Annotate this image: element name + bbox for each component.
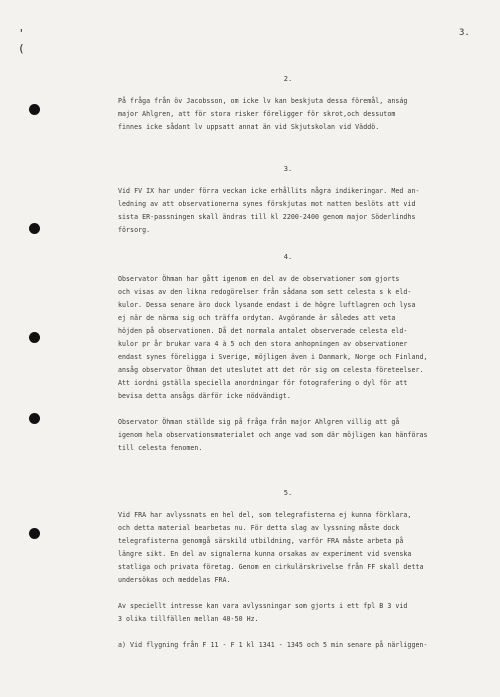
- text-line: 3 olika tillfällen mellan 40-50 Hz.: [118, 615, 259, 623]
- text-line: [118, 626, 490, 639]
- text-line: sista ER-passningen skall ändras till kl 2200-2400 genom major Söderlindhs: [118, 213, 416, 221]
- punch-hole: [29, 332, 40, 343]
- text-line: statliga och privata företag. Genom en cirkulärskrivelse från FF skall detta: [118, 563, 424, 571]
- text-line: bevisa detta ansågs därför icke nödvändigt.: [118, 392, 291, 400]
- text-line: och visas av den likna redogörelser från sådana som sett celesta s k eld-: [118, 288, 412, 296]
- section-number: 2.: [283, 75, 293, 83]
- margin-mark-top: ': [18, 27, 25, 40]
- text-line: ledning av att observationerna synes förskjutas mot natten beslöts att vid: [118, 200, 416, 208]
- text-line: ej när de närma sig och träffa ordytan. Avgörande är således att veta: [118, 314, 396, 322]
- punch-hole: [29, 528, 40, 539]
- text-line: Att iordni gställa speciella anordningar för fotografering o dyl för att: [118, 379, 408, 387]
- text-line: Observator Öhman har gått igenom en del av de observationer som gjorts: [118, 275, 400, 283]
- page-number: 3.: [459, 28, 470, 38]
- text-line: Av speciellt intresse kan vara avlyssningar som gjorts i ett fpl B 3 vid: [118, 602, 408, 610]
- text-line: igenom hela observationsmaterialet och ange vad som där möjligen kan hänföras: [118, 431, 428, 439]
- text-line: Vid FV IX har under förra veckan icke erhållits några indikeringar. Med an-: [118, 187, 420, 195]
- text-line: På fråga från öv Jacobsson, om icke lv kan beskjuta dessa föremål, anság: [118, 97, 408, 105]
- text-line: [118, 587, 490, 600]
- section-4: [118, 251, 490, 455]
- text-line: höjden på observationen. Då det normala antalet observerade celesta eld-: [118, 327, 408, 335]
- text-line: endast synes föreligga i Sverige, möjligen även i Danmark, Norge och Finland,: [118, 353, 428, 361]
- text-line: undersökas och meddelas FRA.: [118, 576, 231, 584]
- section-number: 4.: [283, 253, 293, 261]
- text-line: major Ahlgren, att för stora risker föreligger för skrot,och dessutom: [118, 110, 396, 118]
- text-line: till celesta fenomen.: [118, 444, 203, 452]
- punch-hole: [29, 223, 40, 234]
- text-line: a) Vid flygning från F 11 - F 1 kl 1341 - 1345 och 5 min senare på närliggen-: [118, 641, 428, 649]
- margin-mark-paren: (: [18, 42, 25, 55]
- punch-hole: [29, 413, 40, 424]
- text-line: och detta material bearbetas nu. För detta slag av lyssning måste dock: [118, 524, 400, 532]
- text-line: [118, 403, 490, 416]
- section-2: [118, 73, 490, 134]
- section-3: [118, 163, 490, 237]
- text-line: telegrafisterna genomgå särskild utbildning, varför FRA måste arbeta på: [118, 537, 404, 545]
- section-number: 5.: [283, 489, 293, 497]
- punch-hole: [29, 104, 40, 115]
- text-line: försorg.: [118, 226, 151, 234]
- text-line: längre sikt. En del av signalerna kunna orsakas av experiment vid svenska: [118, 550, 412, 558]
- section-5: [118, 487, 490, 652]
- text-line: Vid FRA har avlyssnats en hel del, som telegrafisterna ej kunna förklara,: [118, 511, 412, 519]
- text-line: kulor pr år brukar vara 4 à 5 och den stora anhopningen av observationer: [118, 340, 408, 348]
- text-line: finnes icke sådant lv uppsatt annat än vid Skjutskolan vid Väddö.: [118, 123, 380, 131]
- text-line: ansåg observator Öhman det uteslutet att det rör sig om celesta företeelser.: [118, 366, 424, 374]
- section-number: 3.: [283, 165, 293, 173]
- text-line: kulor. Dessa senare äro dock lysande endast i de högre luftlagren och lysa: [118, 301, 416, 309]
- text-line: Observator Öhman ställde sig på fråga från major Ahlgren villig att gå: [118, 418, 400, 426]
